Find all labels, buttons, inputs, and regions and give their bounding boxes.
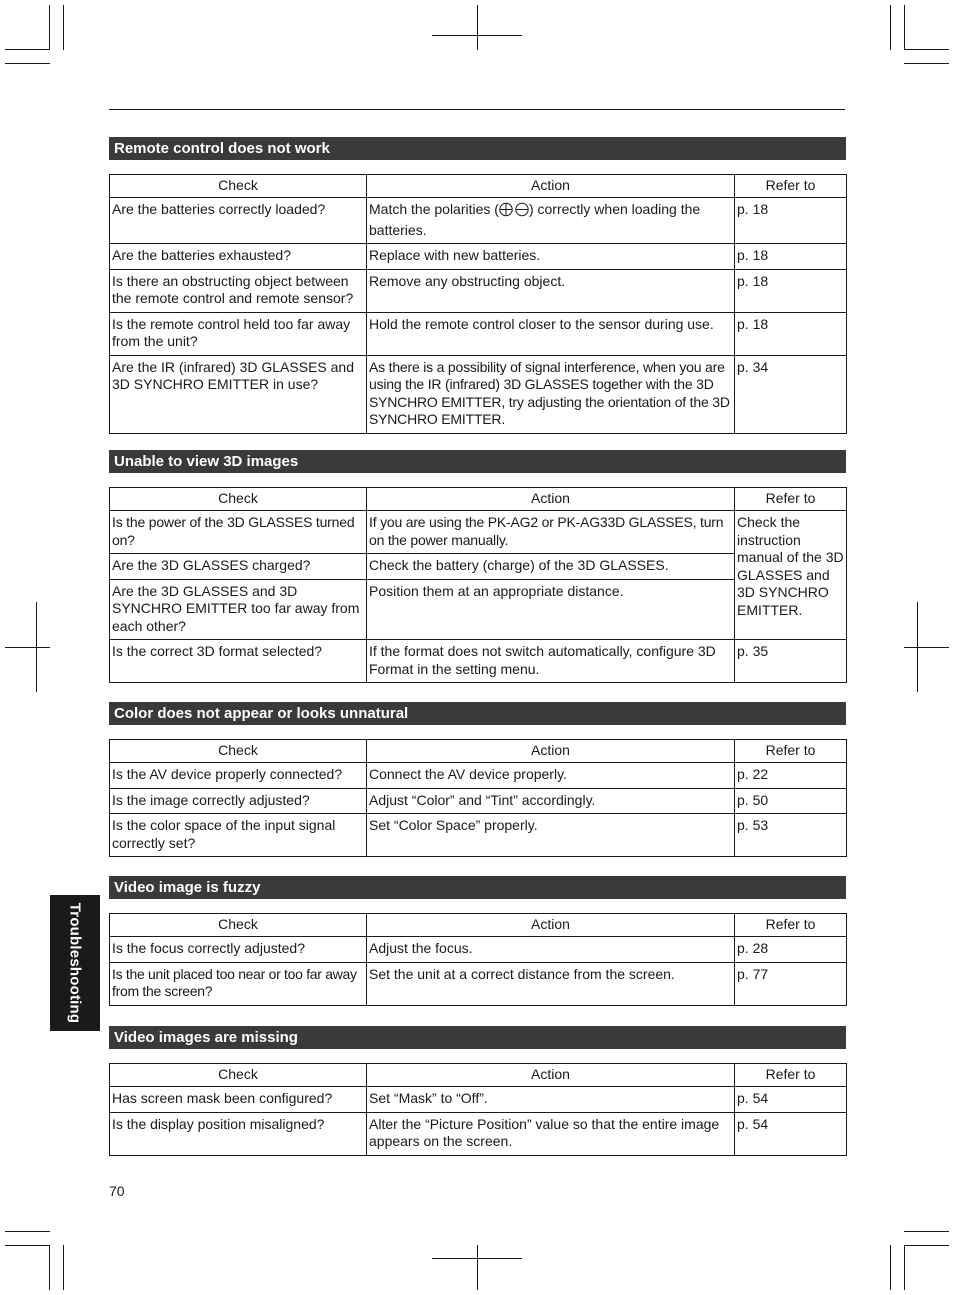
col-header-check: Check bbox=[110, 175, 367, 198]
section-title: Video images are missing bbox=[109, 1026, 846, 1049]
table-header-row bbox=[110, 740, 847, 763]
col-header-check: Check bbox=[110, 488, 367, 511]
section-remote-control bbox=[109, 137, 846, 434]
crop-mark bbox=[63, 1245, 64, 1290]
check-cell: Is the unit placed too near or too far away from the screen? bbox=[110, 962, 367, 1005]
refer-cell: p. 53 bbox=[735, 814, 847, 857]
crop-mark bbox=[63, 5, 64, 50]
check-cell: Are the batteries exhausted? bbox=[110, 244, 367, 270]
action-cell: Alter the “Picture Position” value so that the entire image appears on the screen. bbox=[367, 1112, 735, 1155]
troubleshoot-table bbox=[109, 487, 847, 683]
table-row bbox=[110, 814, 847, 857]
table-row bbox=[110, 1087, 847, 1113]
table-row bbox=[110, 1112, 847, 1155]
table-row bbox=[110, 244, 847, 270]
crop-mark bbox=[904, 1231, 949, 1232]
section-title: Remote control does not work bbox=[109, 137, 846, 160]
crop-mark bbox=[432, 1258, 522, 1259]
action-text: ) correctly when loading the batteries. bbox=[369, 201, 701, 238]
table-row bbox=[110, 198, 847, 244]
table-row bbox=[110, 763, 847, 789]
table-row bbox=[110, 355, 847, 433]
section-color bbox=[109, 702, 846, 857]
section-3d-images bbox=[109, 450, 846, 683]
section-title: Color does not appear or looks unnatural bbox=[109, 702, 846, 725]
troubleshoot-table bbox=[109, 1063, 847, 1156]
crop-mark bbox=[5, 647, 50, 648]
troubleshoot-table bbox=[109, 739, 847, 857]
check-cell: Is the AV device properly connected? bbox=[110, 763, 367, 789]
col-header-check: Check bbox=[110, 1064, 367, 1087]
section-title: Unable to view 3D images bbox=[109, 450, 846, 473]
refer-cell: p. 77 bbox=[735, 962, 847, 1005]
action-cell: Hold the remote control closer to the sensor during use. bbox=[367, 312, 735, 355]
check-cell: Is the display position misaligned? bbox=[110, 1112, 367, 1155]
chapter-label: Troubleshooting bbox=[66, 902, 84, 1024]
check-cell: Has screen mask been configured? bbox=[110, 1087, 367, 1113]
col-header-action: Action bbox=[367, 914, 735, 937]
refer-cell: p. 34 bbox=[735, 355, 847, 433]
refer-cell: p. 54 bbox=[735, 1087, 847, 1113]
action-cell: Set “Color Space” properly. bbox=[367, 814, 735, 857]
crop-mark bbox=[904, 49, 949, 50]
crop-mark bbox=[432, 35, 522, 36]
section-fuzzy bbox=[109, 876, 846, 1006]
section-title: Video image is fuzzy bbox=[109, 876, 846, 899]
col-header-refer: Refer to bbox=[735, 488, 847, 511]
crop-mark bbox=[5, 1231, 50, 1232]
col-header-refer: Refer to bbox=[735, 740, 847, 763]
crop-mark bbox=[904, 5, 905, 50]
troubleshoot-table bbox=[109, 174, 847, 434]
crop-mark bbox=[5, 49, 50, 50]
table-row bbox=[110, 312, 847, 355]
action-cell: Check the battery (charge) of the 3D GLASSES. bbox=[367, 554, 735, 580]
refer-cell: p. 50 bbox=[735, 788, 847, 814]
action-cell: If the format does not switch automatically, configure 3D Format in the setting menu. bbox=[367, 640, 735, 683]
check-cell: Is the focus correctly adjusted? bbox=[110, 937, 367, 963]
chapter-side-tab bbox=[50, 895, 100, 1031]
action-cell: Position them at an appropriate distance. bbox=[367, 579, 735, 640]
refer-cell: p. 18 bbox=[735, 198, 847, 244]
crop-mark bbox=[477, 1245, 478, 1290]
troubleshoot-table bbox=[109, 913, 847, 1006]
action-cell: Replace with new batteries. bbox=[367, 244, 735, 270]
table-row bbox=[110, 937, 847, 963]
table-row bbox=[110, 511, 847, 554]
check-cell: Are the IR (infrared) 3D GLASSES and 3D SYNCHRO EMITTER in use? bbox=[110, 355, 367, 433]
action-cell: If you are using the PK-AG2 or PK-AG33D GLASSES, turn on the power manually. bbox=[367, 511, 735, 554]
action-cell: Set the unit at a correct distance from the screen. bbox=[367, 962, 735, 1005]
table-header-row bbox=[110, 175, 847, 198]
table-header-row bbox=[110, 488, 847, 511]
refer-cell: p. 18 bbox=[735, 244, 847, 270]
polarity-plus-minus-icon bbox=[499, 202, 529, 222]
check-cell: Is the remote control held too far away from the unit? bbox=[110, 312, 367, 355]
refer-cell: p. 22 bbox=[735, 763, 847, 789]
refer-cell: p. 35 bbox=[735, 640, 847, 683]
check-cell: Is the power of the 3D GLASSES turned on? bbox=[110, 511, 367, 554]
refer-cell: p. 18 bbox=[735, 269, 847, 312]
refer-cell: p. 54 bbox=[735, 1112, 847, 1155]
col-header-action: Action bbox=[367, 1064, 735, 1087]
crop-mark bbox=[5, 1245, 50, 1246]
check-cell: Is there an obstructing object between the remote control and remote sensor? bbox=[110, 269, 367, 312]
table-row bbox=[110, 788, 847, 814]
check-cell: Are the 3D GLASSES and 3D SYNCHRO EMITTER too far away from each other? bbox=[110, 579, 367, 640]
header-rule bbox=[109, 109, 845, 110]
check-cell: Is the image correctly adjusted? bbox=[110, 788, 367, 814]
action-cell: Remove any obstructing object. bbox=[367, 269, 735, 312]
crop-mark bbox=[904, 63, 949, 64]
col-header-action: Action bbox=[367, 740, 735, 763]
crop-mark bbox=[904, 1245, 949, 1246]
action-cell: As there is a possibility of signal interference, when you are using the IR (infrared) 3D GLASSES together with the 3D SYNCHRO EMITTER, try adjusting the orientation of the 3D SYNCHRO EMITTER. bbox=[367, 355, 735, 433]
table-row bbox=[110, 962, 847, 1005]
crop-mark bbox=[890, 1245, 891, 1290]
check-cell: Is the correct 3D format selected? bbox=[110, 640, 367, 683]
table-header-row bbox=[110, 1064, 847, 1087]
crop-mark bbox=[477, 5, 478, 50]
crop-mark bbox=[890, 5, 891, 50]
action-cell: Adjust “Color” and “Tint” accordingly. bbox=[367, 788, 735, 814]
refer-cell: Check the instruction manual of the 3D GLASSES and 3D SYNCHRO EMITTER. bbox=[735, 511, 847, 640]
col-header-action: Action bbox=[367, 175, 735, 198]
crop-mark bbox=[49, 5, 50, 50]
refer-cell: p. 28 bbox=[735, 937, 847, 963]
section-missing bbox=[109, 1026, 846, 1156]
action-cell: Adjust the focus. bbox=[367, 937, 735, 963]
table-row bbox=[110, 269, 847, 312]
table-row bbox=[110, 640, 847, 683]
col-header-check: Check bbox=[110, 914, 367, 937]
refer-cell: p. 18 bbox=[735, 312, 847, 355]
check-cell: Are the 3D GLASSES charged? bbox=[110, 554, 367, 580]
action-text: Match the polarities ( bbox=[369, 201, 499, 217]
action-cell: Set “Mask” to “Off”. bbox=[367, 1087, 735, 1113]
check-cell: Are the batteries correctly loaded? bbox=[110, 198, 367, 244]
action-cell: Connect the AV device properly. bbox=[367, 763, 735, 789]
crop-mark bbox=[49, 1245, 50, 1290]
check-cell: Is the color space of the input signal correctly set? bbox=[110, 814, 367, 857]
col-header-action: Action bbox=[367, 488, 735, 511]
col-header-refer: Refer to bbox=[735, 914, 847, 937]
col-header-refer: Refer to bbox=[735, 1064, 847, 1087]
action-cell bbox=[367, 198, 735, 244]
crop-mark bbox=[904, 1245, 905, 1290]
col-header-check: Check bbox=[110, 740, 367, 763]
crop-mark bbox=[5, 63, 50, 64]
crop-mark bbox=[904, 647, 949, 648]
page-number: 70 bbox=[109, 1183, 125, 1199]
col-header-refer: Refer to bbox=[735, 175, 847, 198]
table-header-row bbox=[110, 914, 847, 937]
